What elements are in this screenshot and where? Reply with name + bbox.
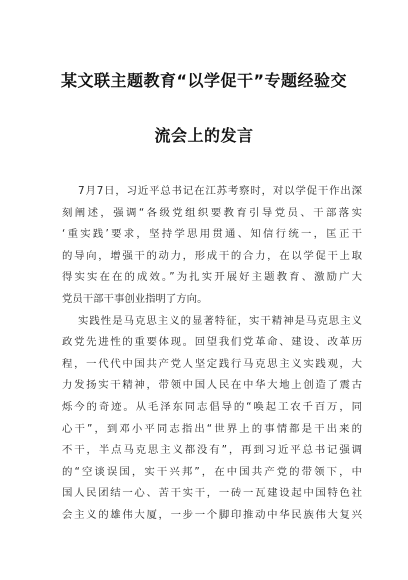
paragraph-1-line: 党员干部干事创业指明了方向。 — [62, 292, 208, 305]
paragraph-2 — [62, 311, 362, 527]
paragraph-1-line: 刻阐述，强调“各级党组织要教育引导党员、干部落实 — [62, 206, 362, 219]
paragraph-2-line: 力发扬实干精神，带领中国人民在中华大地上创造了震古 — [62, 379, 362, 392]
paragraph-2-line: 国人民团结一心、苦干实干，一砖一瓦建设起中国特色社 — [62, 487, 362, 500]
paragraph-2-line: 政党先进性的重要体现。回望我们党革命、建设、改革历 — [62, 336, 362, 349]
document-body — [62, 181, 362, 527]
paragraph-2-line: 程，一代代中国共产党人坚定践行马克思主义实践观，大 — [62, 357, 362, 370]
paragraph-1-line: ‘重实践’要求，坚持学思用贯通、知信行统一，匡正干 — [62, 228, 362, 241]
paragraph-2-line: 烁今的奇迹。从毛泽东同志倡导的“唤起工农千百万，同 — [62, 400, 362, 413]
document-title-line-2: 流会上的发言 — [154, 126, 254, 145]
paragraph-2-line: 实践性是马克思主义的显著特征，实干精神是马克思主义 — [78, 314, 362, 327]
document-title-line-1: 某文联主题教育“以学促干”专题经验交 — [60, 71, 348, 90]
paragraph-2-line: 不干，半点马克思主义都没有”，再到习近平总书记强调 — [62, 444, 362, 457]
paragraph-2-line: 心干”，到邓小平同志指出“世界上的事情都是干出来的 — [62, 422, 362, 435]
paragraph-1-line: 7月7日，习近平总书记在江苏考察时，对以学促干作出深 — [78, 185, 362, 197]
paragraph-1 — [62, 181, 362, 311]
paragraph-2-line: 会主义的雄伟大厦，一步一个脚印推动中华民族伟大复兴 — [62, 508, 362, 521]
paragraph-1-line: 的导向，增强干的动力，形成干的合力，在以学促干上取 — [62, 249, 362, 262]
paragraph-2-line: 的“空谈误国，实干兴邦”，在中国共产党的带领下，中 — [62, 465, 362, 478]
paragraph-1-line: 得实实在在的成效。”为扎实开展好主题教育、激励广大 — [62, 271, 362, 284]
